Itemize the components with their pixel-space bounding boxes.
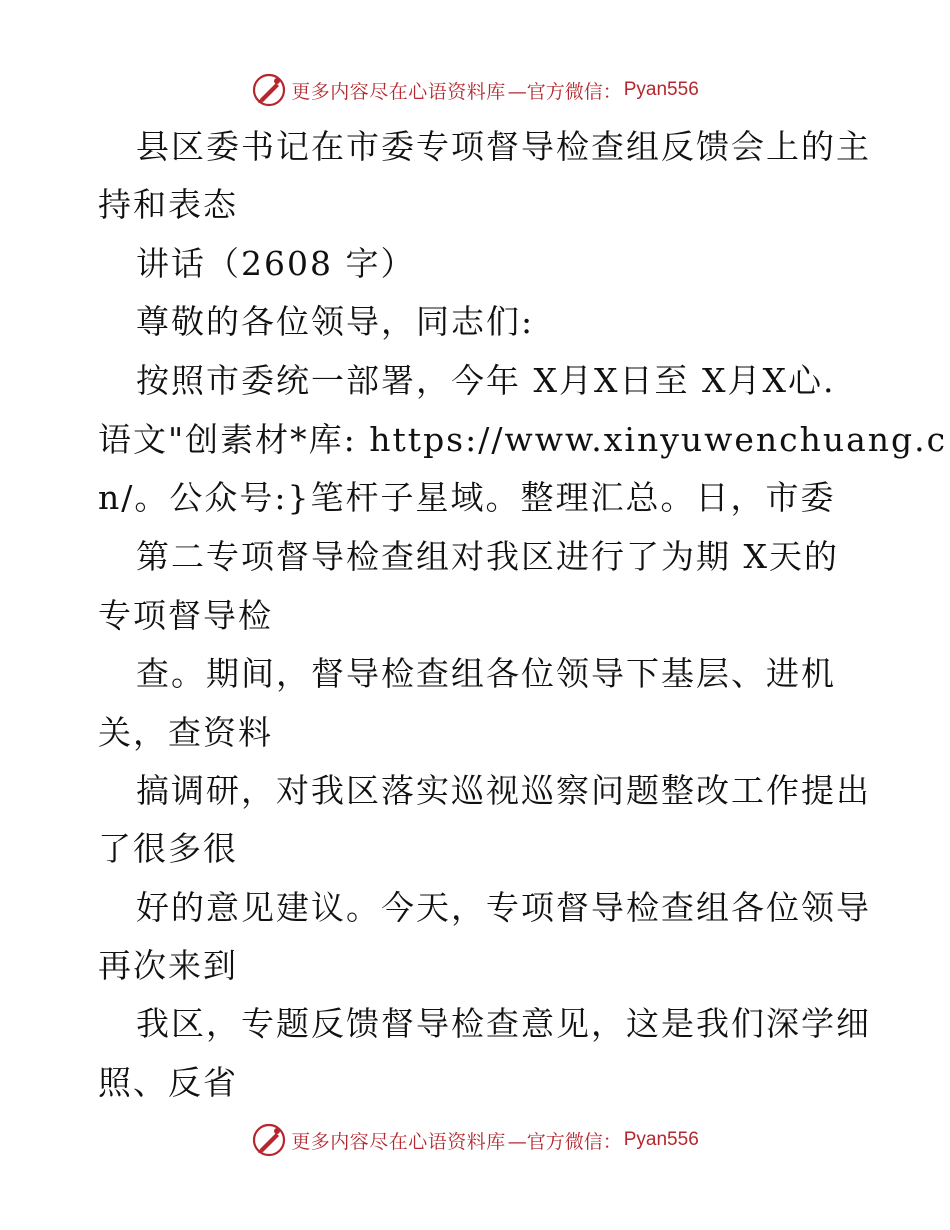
text-line: 按照市委统一部署，今年 X月X日至 X月X心. (136, 361, 836, 400)
text-line: 语文"创素材*库: https://www.xinyuwenchuang.c (98, 420, 948, 459)
text-line: 讲话（2608 字） (136, 244, 416, 283)
text-line: 持和表态 (98, 185, 238, 224)
text-line: 我区，专题反馈督导检查意见，这是我们深学细 (136, 1004, 871, 1043)
text-line: 县区委书记在市委专项督导检查组反馈会上的主 (136, 127, 871, 166)
text-line: 专项督导检 (98, 596, 273, 635)
banner-text-wechat-label: —官方微信： (507, 80, 622, 103)
text-line: 查。期间，督导检查组各位领导下基层、进机 (136, 654, 836, 693)
text-line: 了很多很 (98, 829, 238, 868)
text-line: 第二专项督导检查组对我区进行了为期 X天的 (136, 537, 839, 576)
footer-watermark-banner (0, 1120, 950, 1160)
text-line: 照、反省 (98, 1063, 238, 1102)
banner-text-wechat-label: —官方微信： (507, 1130, 622, 1153)
text-line: 关，查资料 (98, 713, 273, 752)
pen-logo-icon (251, 1122, 287, 1158)
banner-text-main: 更多内容尽在心语资料库 (291, 1130, 506, 1153)
text-line: 好的意见建议。今天，专项督导检查组各位领导 (136, 888, 871, 927)
banner-text-main: 更多内容尽在心语资料库 (291, 80, 506, 103)
text-line: 再次来到 (98, 946, 238, 985)
text-line: n/。公众号:}笔杆子星域。整理汇总。日，市委 (98, 478, 836, 517)
banner-text-wechat-id: Pyan556 (623, 1129, 699, 1150)
text-line: 尊敬的各位领导，同志们: (136, 302, 535, 341)
text-line: 搞调研，对我区落实巡视巡察问题整改工作提出 (136, 771, 871, 810)
banner-text-wechat-id: Pyan556 (623, 79, 699, 100)
